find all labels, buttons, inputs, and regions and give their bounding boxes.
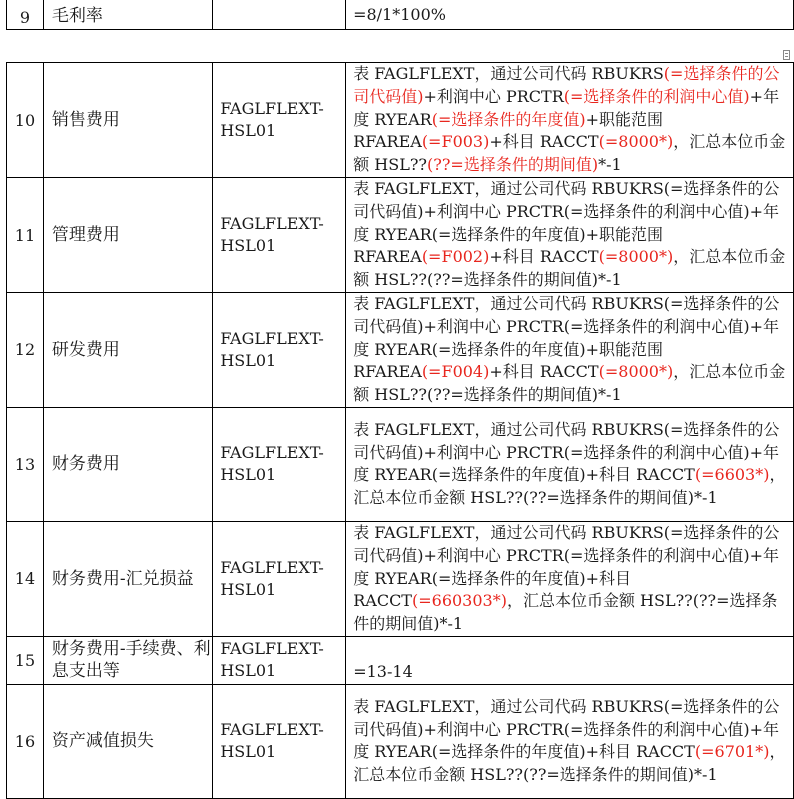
- source-table-line-1: FAGLFLEXT-: [220, 720, 324, 740]
- item-name: 毛利率: [43, 0, 213, 30]
- row-number: 13: [7, 407, 44, 521]
- expense-rules-table: [6, 62, 794, 799]
- table-row: [7, 178, 794, 293]
- rule-condition-highlight: (=6701*): [694, 742, 770, 762]
- row-number: 14: [7, 521, 44, 636]
- rule-text: ，汇总本位币金额 HSL??(??=选择条件的期间值)*-1: [353, 591, 778, 634]
- rule-text: ，汇总本位币金额 HSL??: [353, 132, 786, 175]
- calc-rule: [346, 636, 794, 684]
- rule-condition-highlight: (??=选择条件的期间值): [427, 155, 599, 175]
- rule-condition-highlight: (=F002): [421, 247, 490, 267]
- row-number: 11: [7, 178, 44, 293]
- rule-text: *-1: [598, 155, 622, 175]
- item-name: 资产减值损失: [43, 684, 212, 798]
- rule-condition-highlight: (=选择条件的年度值): [431, 109, 586, 129]
- rule-text: 表 FAGLFLEXT，通过公司代码 RBUKRS(=选择条件的公司代码值)+利润中心 PRCTR(=选择条件的利润中心值)+年度 RYEAR(=选择条件的年度值)+科目 RACCT: [353, 419, 780, 485]
- source-table-line-2: HSL01: [220, 579, 277, 599]
- calc-rule: [346, 684, 794, 798]
- table-row: [7, 636, 794, 684]
- item-name: 财务费用: [43, 407, 212, 521]
- page-edge-handle-icon: [783, 50, 790, 60]
- row-number: 10: [7, 63, 44, 178]
- rule-condition-highlight: (=8000*): [598, 362, 674, 382]
- source-table: [213, 636, 346, 684]
- source-table-line-1: FAGLFLEXT-: [220, 557, 324, 577]
- source-table: [213, 178, 346, 293]
- table-row: [7, 521, 794, 636]
- rule-condition-highlight: (=8000*): [598, 247, 674, 267]
- row-number: 9: [7, 0, 44, 30]
- table-row: [7, 63, 794, 178]
- source-table-line-1: FAGLFLEXT-: [220, 639, 324, 659]
- source-table: [213, 293, 346, 408]
- rule-text: 表 FAGLFLEXT，通过公司代码 RBUKRS: [353, 64, 664, 83]
- rule-condition-highlight: (=F004): [421, 362, 490, 382]
- source-table-line-2: HSL01: [220, 465, 277, 485]
- table-row: [7, 407, 794, 521]
- top-table-fragment: [6, 0, 794, 30]
- calc-rule: =8/1*100%: [346, 0, 794, 30]
- calc-rule: [346, 521, 794, 636]
- rule-condition-highlight: (=6603*): [694, 465, 770, 485]
- item-name: 研发费用: [43, 293, 212, 408]
- table-row: [7, 293, 794, 408]
- source-table-line-1: FAGLFLEXT-: [220, 443, 324, 463]
- rule-text: +科目 RACCT: [489, 247, 599, 267]
- rule-condition-highlight: (=F003): [421, 132, 490, 152]
- rule-formula: =13-14: [353, 662, 413, 682]
- rule-text: +职能范围 RFAREA: [353, 109, 664, 152]
- source-table-line-1: FAGLFLEXT-: [220, 214, 324, 233]
- rule-text: +年度 RYEAR: [353, 86, 780, 129]
- source-table-line-2: HSL01: [220, 742, 277, 762]
- source-table: [213, 63, 346, 178]
- source-table: [213, 521, 346, 636]
- rule-text: 表 FAGLFLEXT，通过公司代码 RBUKRS(=选择条件的公司代码值)+利润中心 PRCTR(=选择条件的利润中心值)+年度 RYEAR(=选择条件的年度值)+科目 RACCT: [353, 696, 780, 762]
- rule-text: +科目 RACCT: [489, 362, 599, 382]
- rule-condition-highlight: (=选择条件的公司代码值): [353, 64, 780, 106]
- item-name: 财务费用-手续费、利息支出等: [43, 636, 212, 684]
- item-name: 财务费用-汇兑损益: [43, 521, 212, 636]
- item-name: 管理费用: [43, 178, 212, 293]
- row-number: 16: [7, 684, 44, 798]
- source-table: [213, 407, 346, 521]
- table-row: [7, 0, 794, 30]
- calc-rule: [346, 178, 794, 293]
- source-table-line-2: HSL01: [220, 661, 277, 681]
- rule-text: ，汇总本位币金额 HSL??(??=选择条件的期间值)*-1: [353, 247, 786, 290]
- rule-text: +科目 RACCT: [489, 132, 599, 152]
- source-table-line-2: HSL01: [220, 121, 277, 140]
- source-table-line-1: FAGLFLEXT-: [220, 99, 324, 118]
- row-number: 15: [7, 636, 44, 684]
- calc-rule: [346, 293, 794, 408]
- calc-rule: [346, 63, 794, 178]
- source-table-line-2: HSL01: [220, 350, 277, 370]
- rule-condition-highlight: (=选择条件的利润中心值): [563, 86, 750, 106]
- source-table-line-2: HSL01: [220, 236, 277, 255]
- rule-text: ，汇总本位币金额 HSL??(??=选择条件的期间值)*-1: [353, 742, 786, 785]
- rule-text: ，汇总本位币金额 HSL??(??=选择条件的期间值)*-1: [353, 465, 786, 508]
- rule-condition-highlight: (=8000*): [598, 132, 674, 152]
- source-table-line-1: FAGLFLEXT-: [220, 328, 324, 348]
- rule-text: 表 FAGLFLEXT，通过公司代码 RBUKRS(=选择条件的公司代码值)+利润中心 PRCTR(=选择条件的利润中心值)+年度 RYEAR(=选择条件的年度值)+职能范围 RFAREA: [353, 179, 780, 267]
- source-table: [213, 0, 346, 30]
- rule-text: ，汇总本位币金额 HSL??(??=选择条件的期间值)*-1: [353, 362, 786, 405]
- item-name: 销售费用: [43, 63, 212, 178]
- rule-text: 表 FAGLFLEXT，通过公司代码 RBUKRS(=选择条件的公司代码值)+利润中心 PRCTR(=选择条件的利润中心值)+年度 RYEAR(=选择条件的年度值)+职能范围 RFAREA: [353, 294, 780, 382]
- rule-text: 表 FAGLFLEXT，通过公司代码 RBUKRS(=选择条件的公司代码值)+利润中心 PRCTR(=选择条件的利润中心值)+年度 RYEAR(=选择条件的年度值)+科目 RACCT: [353, 522, 780, 611]
- calc-rule: [346, 407, 794, 521]
- rule-text: +利润中心 PRCTR: [423, 86, 564, 106]
- table-row: [7, 684, 794, 798]
- rule-condition-highlight: (=660303*): [411, 591, 507, 611]
- row-number: 12: [7, 293, 44, 408]
- source-table: [213, 684, 346, 798]
